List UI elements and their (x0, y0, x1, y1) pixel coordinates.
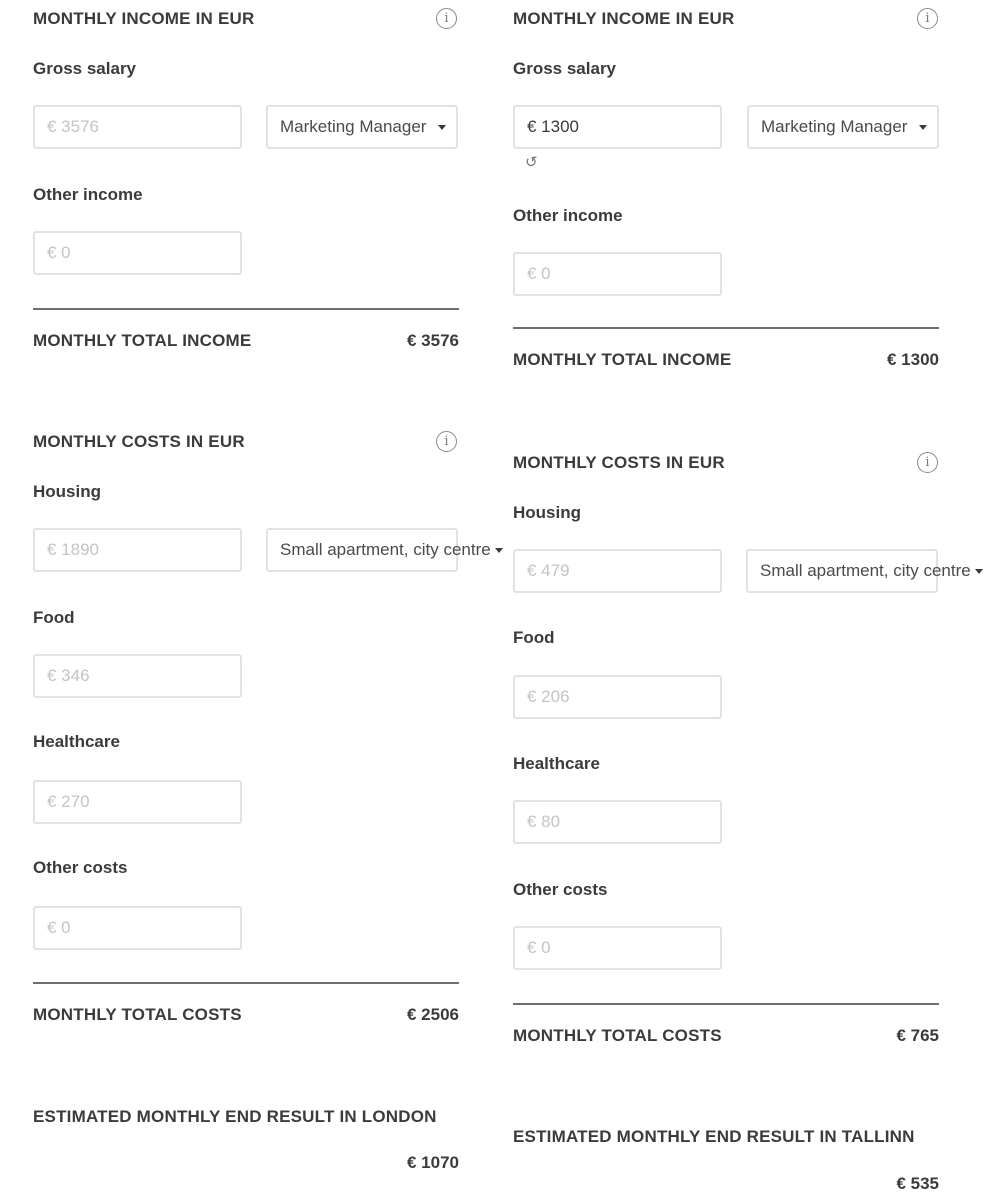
total-costs-value: € 2506 (407, 1005, 459, 1024)
housing-select[interactable] (746, 549, 971, 593)
housing-select[interactable] (266, 528, 491, 572)
other-income-label: Other income (33, 185, 143, 204)
end-result-label: ESTIMATED MONTHLY END RESULT IN LONDON (33, 1107, 437, 1126)
costs-divider (513, 1003, 939, 1005)
housing-label: Housing (33, 482, 101, 501)
gross-salary-input[interactable]: € 3576 (33, 105, 242, 149)
end-result-value: € 535 (896, 1174, 939, 1193)
other-income-label: Other income (513, 206, 623, 225)
income-divider (513, 327, 939, 329)
job-select[interactable] (266, 105, 458, 149)
caret-down-icon (975, 569, 983, 574)
food-input[interactable]: € 346 (33, 654, 242, 698)
other-income-input[interactable]: € 0 (513, 252, 722, 296)
healthcare-label: Healthcare (513, 754, 600, 773)
housing-label: Housing (513, 503, 581, 522)
healthcare-input[interactable]: € 270 (33, 780, 242, 824)
other-income-input[interactable]: € 0 (33, 231, 242, 275)
housing-input[interactable]: € 1890 (33, 528, 242, 572)
caret-down-icon (438, 125, 446, 130)
total-income-label: MONTHLY TOTAL INCOME (513, 350, 732, 369)
end-result-label: ESTIMATED MONTHLY END RESULT IN TALLINN (513, 1127, 915, 1146)
costs-divider (33, 982, 459, 984)
total-costs-label: MONTHLY TOTAL COSTS (513, 1026, 722, 1045)
caret-down-icon (495, 548, 503, 553)
total-income-label: MONTHLY TOTAL INCOME (33, 331, 252, 350)
food-label: Food (513, 628, 555, 647)
income-heading: MONTHLY INCOME IN EUR (513, 9, 735, 28)
food-input[interactable]: € 206 (513, 675, 722, 719)
london-calculator (33, 0, 491, 1200)
total-income-value: € 3576 (407, 331, 459, 350)
reset-icon[interactable]: ↺ (525, 154, 538, 171)
costs-heading: MONTHLY COSTS IN EUR (513, 453, 725, 472)
total-costs-value: € 765 (896, 1026, 939, 1045)
other-costs-input[interactable]: € 0 (513, 926, 722, 970)
income-info-icon[interactable]: i (917, 8, 938, 29)
total-costs-label: MONTHLY TOTAL COSTS (33, 1005, 242, 1024)
end-result-value: € 1070 (407, 1153, 459, 1172)
total-income-value: € 1300 (887, 350, 939, 369)
job-select[interactable] (747, 105, 939, 149)
costs-heading: MONTHLY COSTS IN EUR (33, 432, 245, 451)
housing-select-value: Small apartment, city centre (280, 540, 491, 559)
tallinn-calculator (513, 0, 971, 1200)
housing-select-value: Small apartment, city centre (760, 561, 971, 580)
food-label: Food (33, 608, 75, 627)
gross-salary-input[interactable]: € 1300 (513, 105, 722, 149)
income-info-icon[interactable]: i (436, 8, 457, 29)
gross-salary-label: Gross salary (33, 59, 137, 78)
costs-info-icon[interactable]: i (436, 431, 457, 452)
healthcare-label: Healthcare (33, 732, 120, 751)
job-select-value: Marketing Manager (280, 117, 427, 136)
gross-salary-label: Gross salary (513, 59, 617, 78)
job-select-value: Marketing Manager (761, 117, 908, 136)
other-costs-label: Other costs (33, 858, 128, 877)
income-heading: MONTHLY INCOME IN EUR (33, 9, 255, 28)
other-costs-input[interactable]: € 0 (33, 906, 242, 950)
other-costs-label: Other costs (513, 880, 608, 899)
costs-info-icon[interactable]: i (917, 452, 938, 473)
housing-input[interactable]: € 479 (513, 549, 722, 593)
caret-down-icon (919, 125, 927, 130)
income-divider (33, 308, 459, 310)
healthcare-input[interactable]: € 80 (513, 800, 722, 844)
